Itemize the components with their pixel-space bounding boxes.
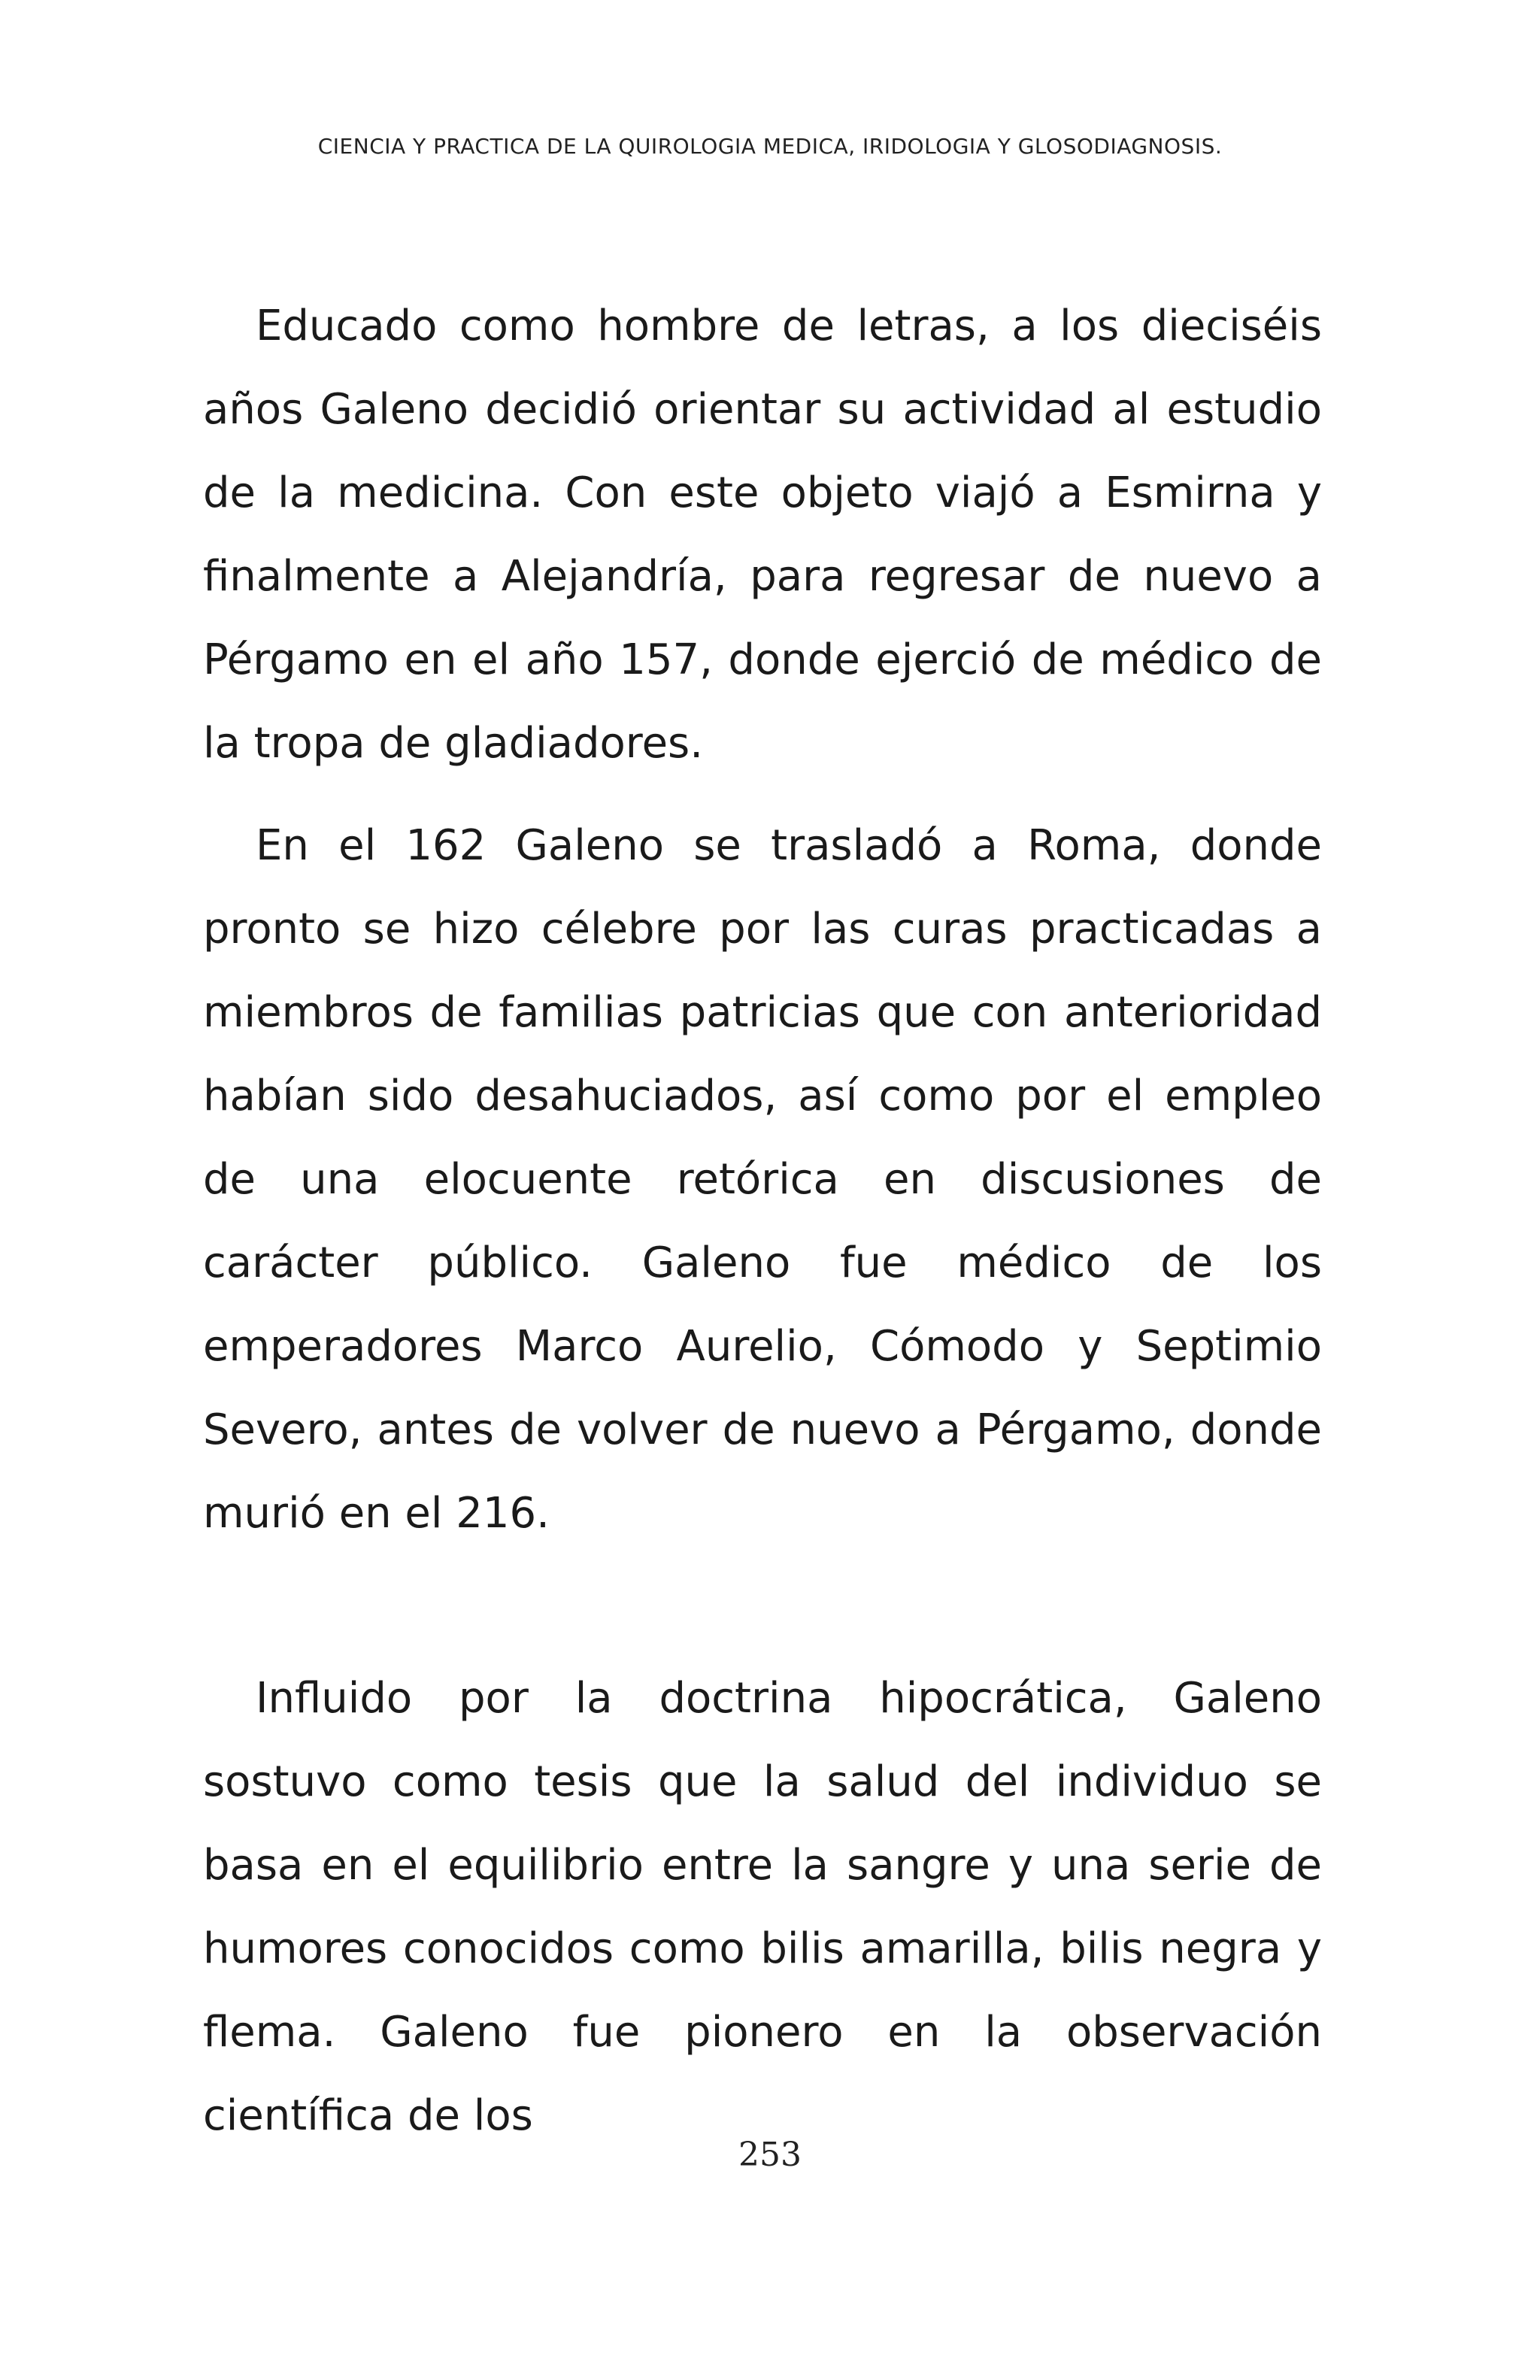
paragraph-1: Educado como hombre de letras, a los dieciséis años Galeno decidió orientar su actividad al estudio de la medicina. Con este objeto viajó a Esmirna y finalmente a Alejandría, para regresar de nuevo a Pérgamo en el año 157, donde ejerció de médico de la tropa de gladiadores.	[203, 302, 1322, 768]
running-header: CIENCIA Y PRACTICA DE LA QUIROLOGIA MEDICA, IRIDOLOGIA Y GLOSODIAGNOSIS.	[317, 134, 1223, 159]
paragraph-3: Influido por la doctrina hipocrática, Galeno sostuvo como tesis que la salud del individuo se basa en el equilibrio entre la sangre y una serie de humores conocidos como bilis amarilla, bilis negra y flema. Galeno fue pionero en la observación científica de los	[203, 1674, 1322, 2140]
page-number: 253	[738, 2136, 802, 2174]
page-body	[203, 284, 1322, 2157]
paragraph-2: En el 162 Galeno se trasladó a Roma, donde pronto se hizo célebre por las curas practicadas a miembros de familias patricias que con anterioridad habían sido desahuciados, así como por el empleo de una elocuente retórica en discusiones de carácter público. Galeno fue médico de los emperadores Marco Aurelio, Cómodo y Septimio Severo, antes de volver de nuevo a Pérgamo, donde murió en el 216.	[203, 821, 1322, 1538]
